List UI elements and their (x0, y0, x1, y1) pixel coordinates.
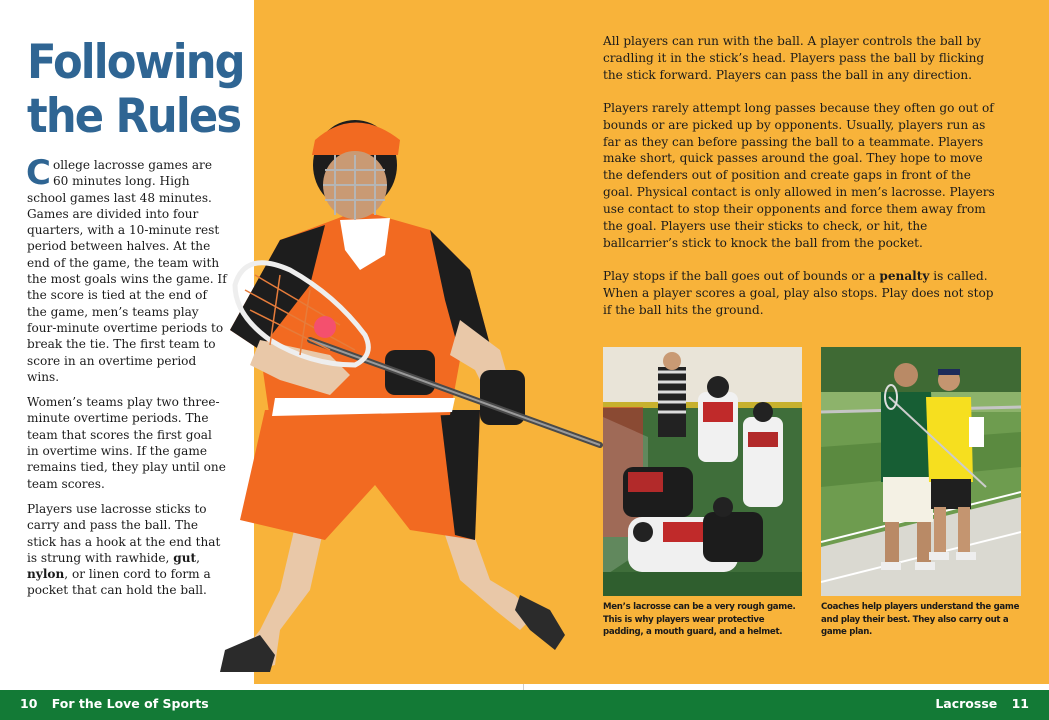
photo-2-caption: Coaches help players understand the game and play their best. They also carry out a game plan. (821, 602, 1020, 638)
left-page-number: 10 (20, 696, 38, 711)
title-line-2: the Rules (27, 89, 241, 144)
left-running-title: For the Love of Sports (51, 696, 209, 711)
p3-start: Players use lacrosse sticks to carry and pass the ball. The stick has a hook at the end that is strung with rawhide, (27, 501, 221, 565)
right-running-title: Lacrosse (935, 696, 998, 711)
right-body-text (603, 33, 1003, 335)
footer-left (20, 696, 219, 711)
lacrosse-player-photo (160, 110, 620, 680)
glossary-term-nylon[interactable]: nylon (27, 567, 65, 582)
title-line-1: Following (27, 35, 244, 90)
right-paragraph-2: Players rarely attempt long passes because they often go out of bounds or are picked up by opponents. Usually, players run as far as they can before passing the ball to a teammate. Players make short, quick passes around the goal. They hope to move the defenders out of position and create gaps in front of the goal. Physical contact is only allowed in men’s lacrosse. Players use contact to stop their opponents and force them away from the goal. Players use their sticks to check, or hit, the ballcarrier’s stick to knock the ball from the pocket. (603, 100, 995, 250)
photo-1-caption: Men’s lacrosse can be a very rough game. This is why players wear protective padding, a mouth guard, and a helmet. (603, 602, 796, 638)
coaches-photo (821, 347, 1021, 596)
p3-end: , or linen cord to form a pocket that can hold the ball. (27, 567, 211, 598)
rp3-start: Play stops if the ball goes out of bounds or a (603, 268, 880, 283)
drop-cap: C (26, 153, 51, 193)
rp3-end: is called. When a player scores a goal, play also stops. Play does not stop if the ball hits the ground. (603, 268, 994, 317)
right-paragraph-1: All players can run with the ball. A player controls the ball by cradling it in the stick’s head. Players pass the ball by flicking the stick forward. Players can pass the ball in any direction. (603, 34, 985, 82)
footer-right (925, 696, 1029, 711)
left-paragraph-2: Women’s teams play two three-minute overtime periods. The team that scores the first goal in overtime wins. If the game remains tied, they play until one team scores. (27, 395, 226, 491)
glossary-term-penalty[interactable]: penalty (879, 268, 930, 283)
footer-bar (0, 690, 1049, 720)
right-page-number: 11 (1011, 696, 1029, 711)
rough-game-photo (603, 347, 802, 596)
glossary-term-gut[interactable]: gut (173, 550, 197, 565)
right-paragraph-3 (603, 268, 1003, 319)
left-paragraph-1-text: ollege lacrosse games are 60 minutes long. High school games last 48 minutes. Games are divided into four quarters, with a 10-minute rest period between halves. At the end of the game, the team with the most goals wins the game. If the score is tied at the end of the game, men’s teams play four-minute overtime periods to break the tie. The first team to score in an overtime period wins. (27, 158, 227, 384)
p3-comma: , (196, 550, 200, 565)
